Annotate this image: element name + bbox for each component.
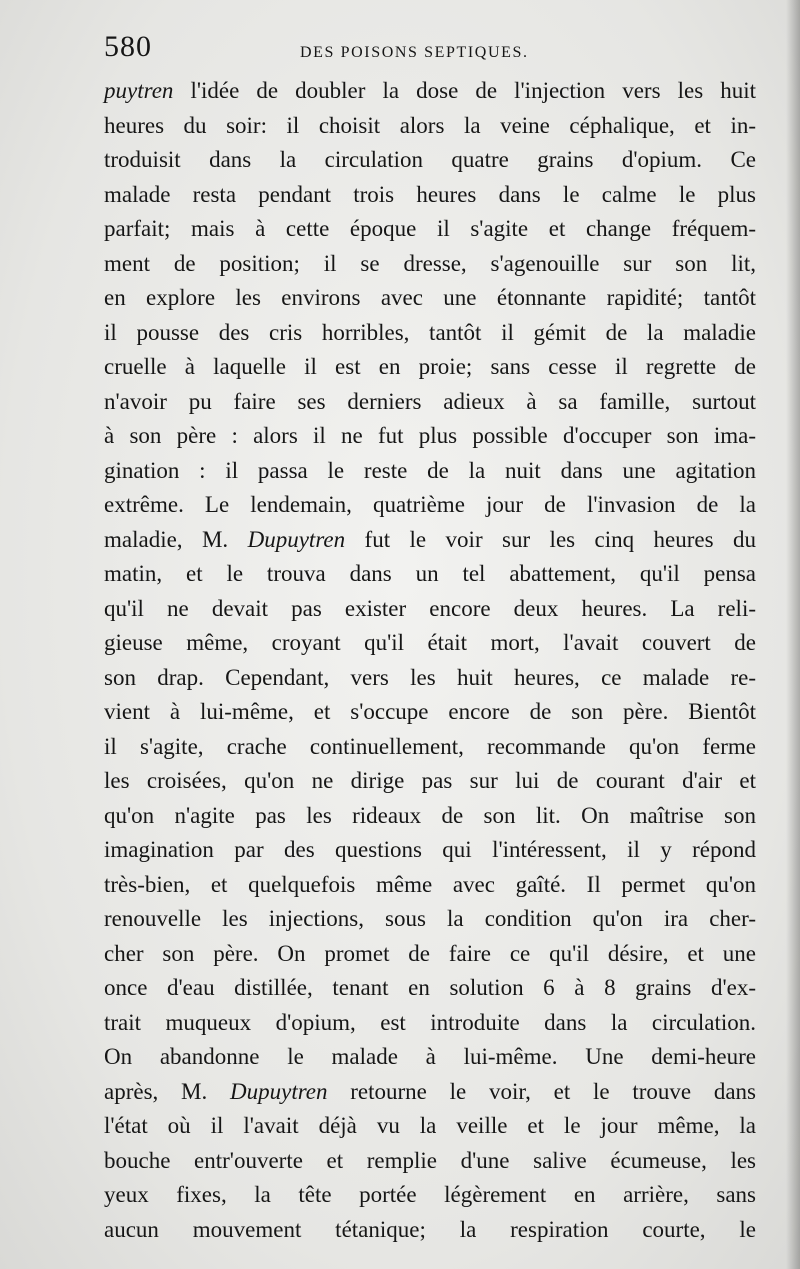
text-line: vient à lui-même, et s'occupe encore de son père. Bientôt [104,699,756,724]
text-line: cruelle à laquelle il est en proie; sans cesse il regrette de [104,354,756,379]
text-line: parfait; mais à cette époque il s'agite et change fréquem- [104,216,756,241]
text-line: les croisées, qu'on ne dirige pas sur lui de courant d'air et [104,768,756,793]
text-line: troduisit dans la circulation quatre grains d'opium. Ce [104,147,756,172]
text-line: bouche entr'ouverte et remplie d'une salive écumeuse, les [104,1147,756,1173]
running-head: DES POISONS SEPTIQUES. [300,44,529,61]
text-line: n'avoir pu faire ses derniers adieux à sa famille, surtout [104,388,756,414]
text-line: qu'il ne devait pas exister encore deux heures. La reli- [104,595,756,621]
text-line: aucun mouvement tétanique; la respiration courte, le [104,1216,756,1242]
text-line: once d'eau distillée, tenant en solution 6 à 8 grains d'ex- [104,975,756,1000]
text-line: matin, et le trouva dans un tel abattement, qu'il pensa [104,561,756,586]
text-line: heures du soir: il choisit alors la veine céphalique, et in- [104,112,756,138]
text-line: puytren l'idée de doubler la dose de l'injection vers les huit [104,78,756,103]
text-line: yeux fixes, la tête portée légèrement en arrière, sans [104,1182,756,1207]
text-line: en explore les environs avec une étonnante rapidité; tantôt [104,285,756,310]
text-line: gination : il passa le reste de la nuit dans une agitation [104,457,756,483]
text-line: très-bien, et quelquefois même avec gaîté. Il permet qu'on [104,871,756,897]
text-line: malade resta pendant trois heures dans le calme le plus [104,181,756,207]
text-line: cher son père. On promet de faire ce qu'il désire, et une [104,940,756,966]
text-line: On abandonne le malade à lui-même. Une demi-heure [104,1044,756,1069]
text-line: il pousse des cris horribles, tantôt il gémit de la maladie [104,319,756,345]
page-edge-shadow [786,0,800,1269]
text-line: ment de position; il se dresse, s'agenouille sur son lit, [104,250,756,276]
text-line: maladie, M. Dupuytren fut le voir sur les cinq heures du [104,526,757,552]
text-line: son drap. Cependant, vers les huit heures, ce malade re- [104,664,756,690]
text-line: après, M. Dupuytren retourne le voir, et le trouve dans [104,1078,757,1104]
text-line: renouvelle les injections, sous la condition qu'on ira cher- [104,906,756,931]
text-line: imagination par des questions qui l'intéressent, il y répond [104,837,756,862]
text-line: à son père : alors il ne fut plus possible d'occuper son ima- [104,423,756,448]
text-line: il s'agite, crache continuellement, recommande qu'on ferme [104,733,756,759]
page-header [104,30,760,70]
text-line: extrême. Le lendemain, quatrième jour de l'invasion de la [104,492,756,517]
body-text [104,74,756,1247]
page-number: 580 [104,30,152,63]
text-line: l'état où il l'avait déjà vu la veille et le jour même, la [104,1113,756,1138]
text-line: gieuse même, croyant qu'il était mort, l'avait couvert de [104,630,756,655]
text-line: trait muqueux d'opium, est introduite dans la circulation. [104,1009,756,1035]
text-line: qu'on n'agite pas les rideaux de son lit. On maîtrise son [104,802,756,828]
